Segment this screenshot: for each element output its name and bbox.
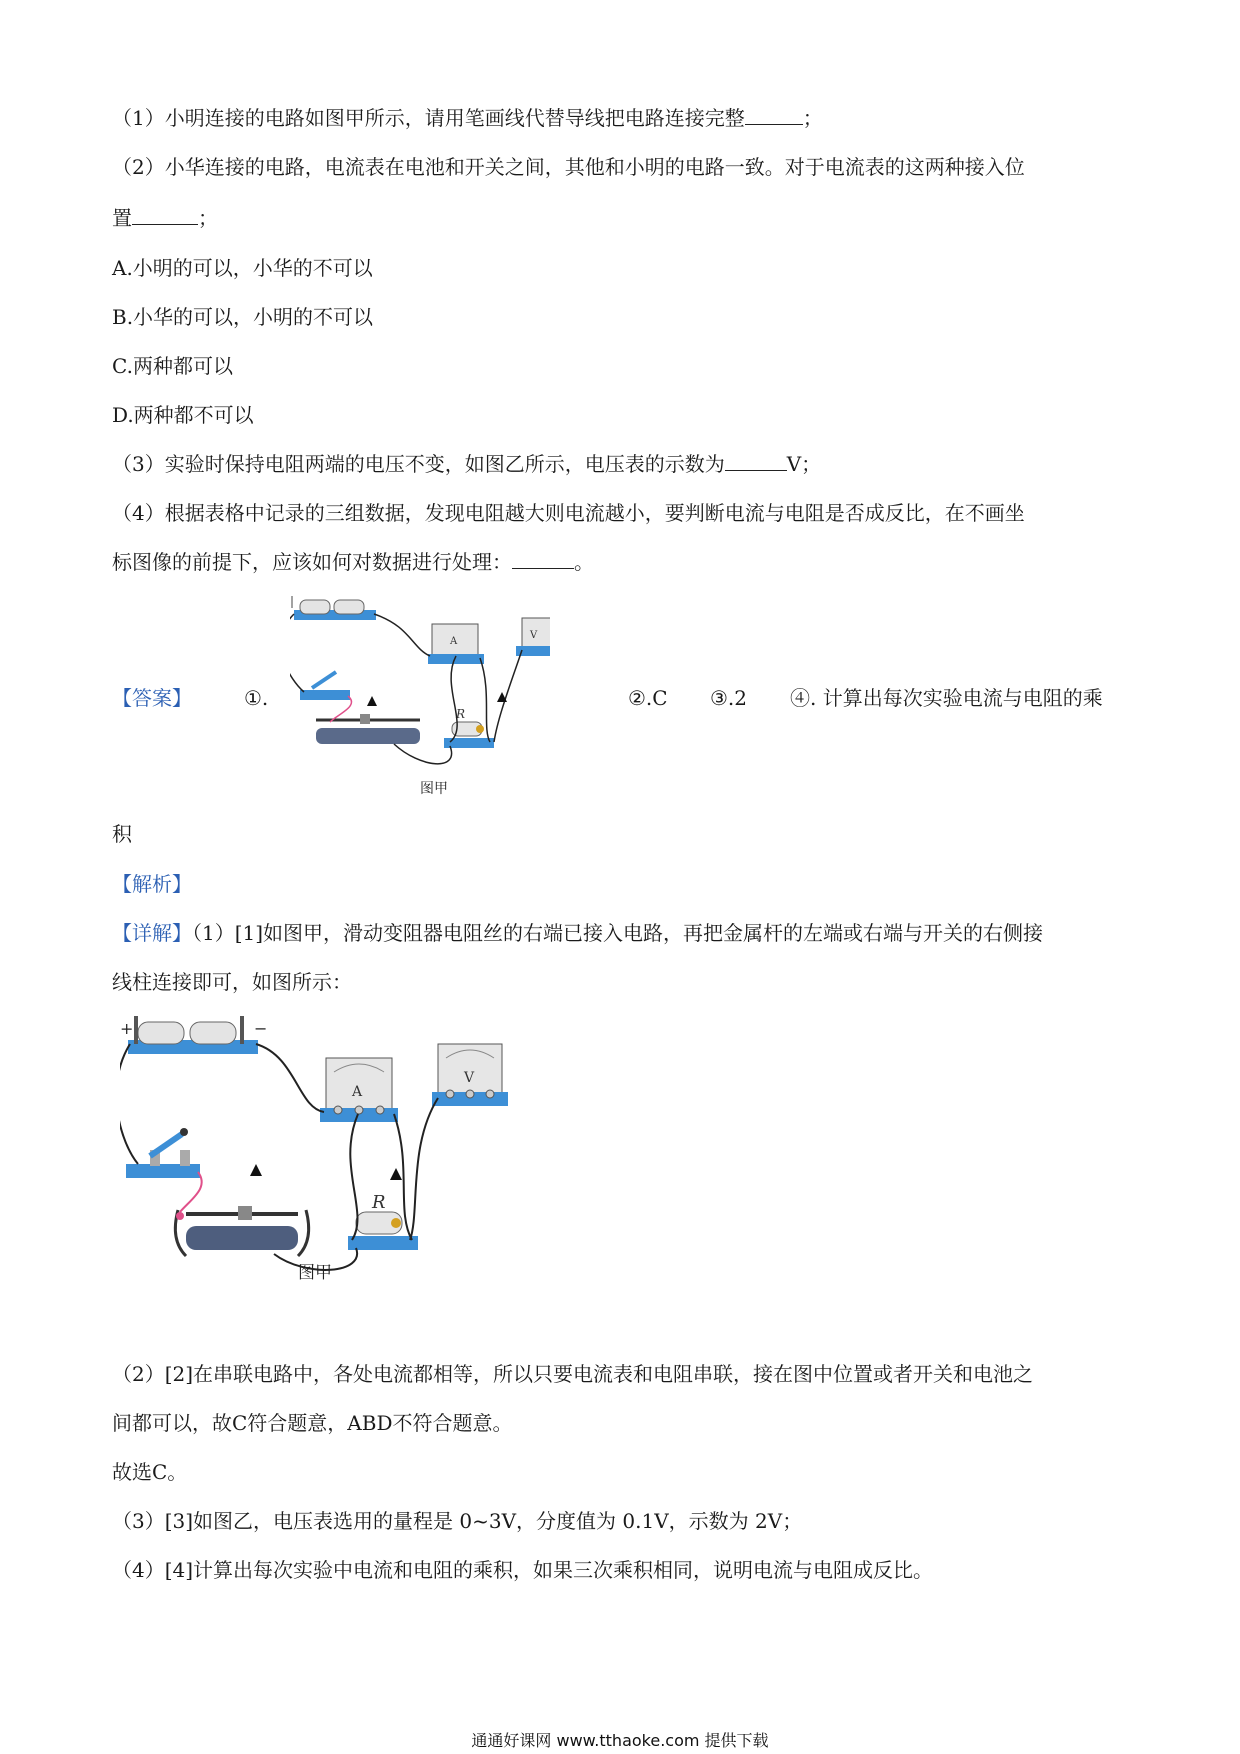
triangle-marker [367,696,377,706]
battery-box [128,1016,258,1054]
ammeter-label: A [352,1084,363,1100]
question-2: （2）小华连接的电路，电流表在电池和开关之间，其他和小明的电路一致。对于电流表的这两种接入位 [112,155,1025,179]
detail-1-cont: 线柱连接即可，如图所示： [112,970,352,994]
voltmeter [432,1044,508,1106]
answer-blank [725,450,787,471]
ammeter [428,624,484,664]
question-2-cont: 置 ； [112,206,218,230]
resistor [348,1192,418,1250]
circuit-figure [120,1016,510,1276]
switch [300,672,350,700]
resistor-label: R [456,707,466,721]
rheostat [316,714,420,744]
answer-blank [512,548,574,569]
voltmeter-label: V [464,1070,475,1086]
detail-2-cont: 间都可以，故C符合题意，ABD不符合题意。 [112,1411,513,1435]
voltmeter [516,618,550,656]
rheostat [175,1206,308,1256]
answer-3: ③.2 [710,686,748,710]
switch [126,1128,200,1178]
small-circuit-figure [290,596,550,774]
option-a: A.小明的可以，小华的不可以 [112,256,373,280]
answer-1: ①. [244,686,269,710]
answer-4: ④. 计算出每次实验电流与电阻的乘 [790,686,1103,710]
option-c: C.两种都可以 [112,354,233,378]
option-b: B.小华的可以，小明的不可以 [112,305,374,329]
question-4: （4）根据表格中记录的三组数据，发现电阻越大则电流越小，要判断电流与电阻是否成反比，在不画坐 [112,501,1025,525]
answer-2: ②.C [628,686,668,710]
question-3: （3）实验时保持电阻两端的电压不变，如图乙所示，电压表的示数为 V； [112,452,822,476]
battery-box [292,596,376,620]
detail-4: （4）[4]计算出每次实验中电流和电阻的乘积，如果三次乘积相同，说明电流与电阻成反比。 [112,1558,934,1582]
analysis-tag: 【解析】 [112,872,192,896]
detail-3: （3）[3]如图乙，电压表选用的量程是 0~3V，分度值为 0.1V，示数为 2V； [112,1509,803,1533]
small-figure-caption: 图甲 [420,781,448,797]
answer-blank [132,204,198,225]
resistor-label: R [372,1192,386,1213]
detail-1: 【详解】（1）[1]如图甲，滑动变阻器电阻丝的右端已接入电路，再把金属杆的左端或右端与开关的右侧接 [112,921,1044,945]
detail-2: （2）[2]在串联电路中，各处电流都相等，所以只要电流表和电阻串联，接在图中位置或者开关和电池之 [112,1362,1034,1386]
answer-blank [745,104,803,125]
ammeter [320,1058,398,1122]
answer-4-cont: 积 [112,822,132,846]
option-d: D.两种都不可以 [112,403,254,427]
footer: 通通好课网 www.tthaoke.com 提供下载 [471,1731,769,1750]
question-1: （1）小明连接的电路如图甲所示，请用笔画线代替导线把电路连接完整 ； [112,106,823,130]
triangle-marker [390,1168,402,1180]
answer-tag: 【答案】 [112,686,192,710]
battery-minus-sign: − [254,1019,268,1038]
detail-2-conclusion: 故选C。 [112,1460,188,1484]
ammeter-label: A [450,636,458,647]
voltmeter-label: V [530,630,538,641]
figure-caption: 图甲 [298,1263,332,1283]
triangle-marker [250,1164,262,1176]
question-4-cont: 标图像的前提下，应该如何对数据进行处理： 。 [112,550,594,574]
battery-plus-sign: + [120,1019,134,1038]
